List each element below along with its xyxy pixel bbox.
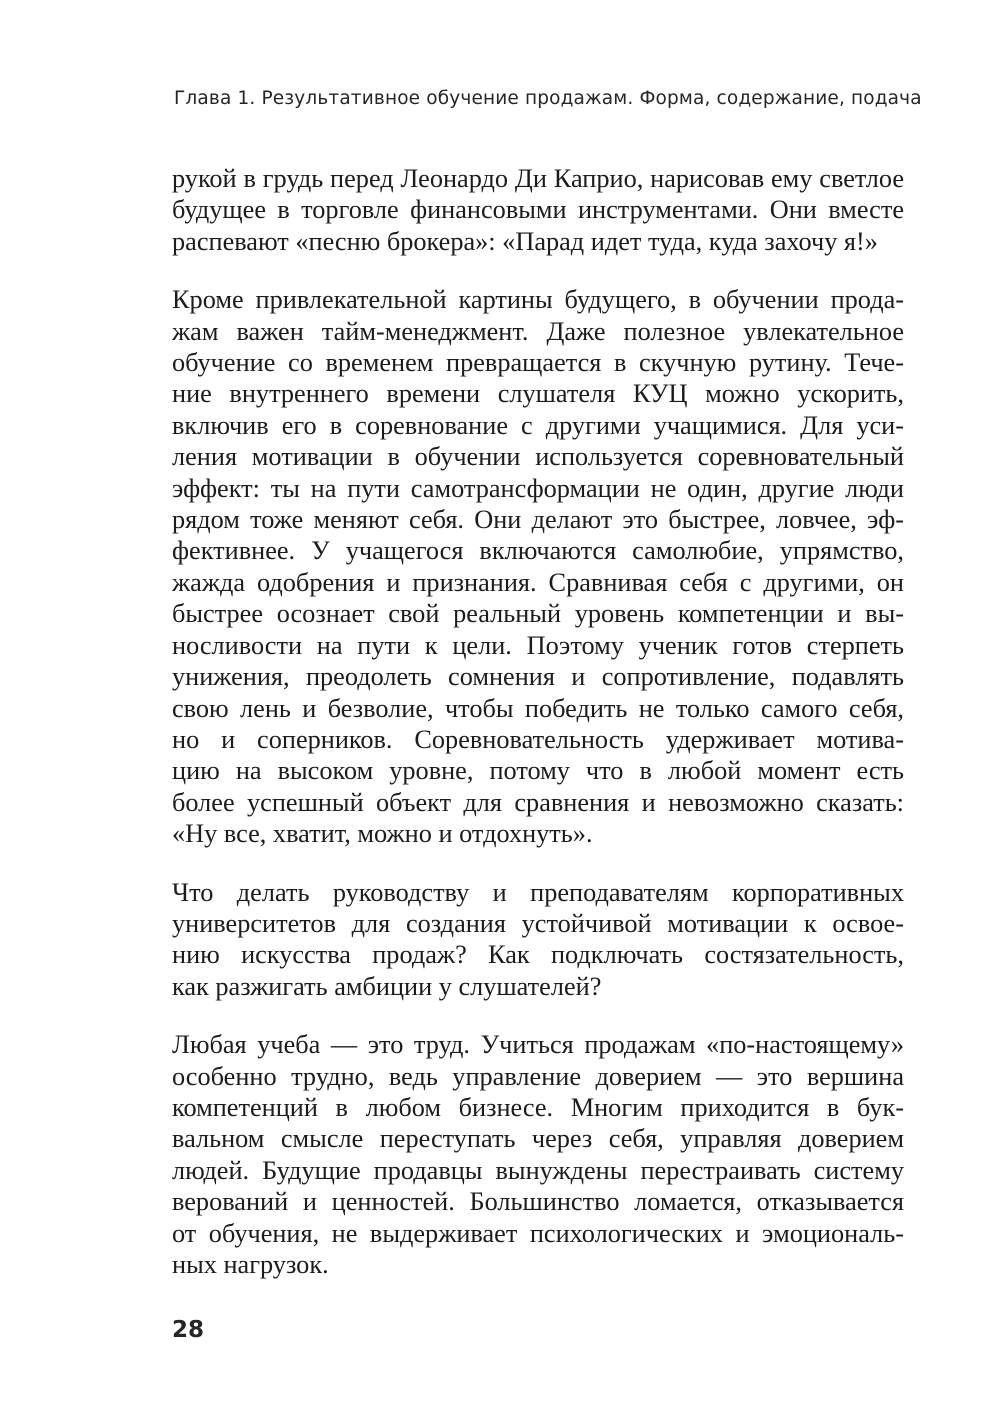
text-line: особенно трудно, ведь управление доверием — это вершина [172, 1061, 904, 1091]
text-line: ления мотивации в обучении используется соревновательный [172, 442, 904, 472]
text-line: вальном смысле переступать через себя, управляя доверием [172, 1124, 904, 1154]
text-line: но и соперников. Соревновательность удерживает мотива- [172, 724, 904, 754]
text-line: более успешный объект для сравнения и невозможно сказать: [172, 787, 904, 817]
text-line: распевают «песню брокера»: «Парад идет туда, куда захочу я!» [172, 226, 878, 256]
text-line: Любая учеба — это труд. Учиться продажам «по-настоящему» [172, 1030, 904, 1060]
paragraph [172, 163, 904, 257]
paragraph [172, 1029, 904, 1280]
text-line: рукой в грудь перед Леонардо Ди Каприо, нарисовав ему светлое [172, 164, 904, 193]
text-line: носливости на пути к цели. Поэтому ученик готов стерпеть [172, 630, 904, 660]
text-line: фективнее. У учащегося включаются самолюбие, упрямство, [172, 536, 904, 566]
text-line: свою лень и безволие, чтобы победить не только самого себя, [172, 693, 904, 723]
text-line: обучение со временем превращается в скучную рутину. Тече- [172, 348, 904, 378]
text-line: включив его в соревнование с другими учащимися. Для уси- [172, 410, 904, 440]
text-line: верований и ценностей. Большинство ломается, отказывается [172, 1187, 904, 1217]
body-text [172, 163, 904, 1307]
text-line: жажда одобрения и признания. Сравнивая себя с другими, он [172, 567, 904, 597]
text-line: «Ну все, хватит, можно и отдохнуть». [172, 819, 593, 849]
text-line: эффект: ты на пути самотрансформации не один, другие люди [172, 473, 904, 503]
running-header: Глава 1. Результативное обучение продажам. Форма, содержание, подача [174, 88, 922, 109]
text-line: людей. Будущие продавцы вынуждены перестраивать систему [172, 1155, 904, 1185]
text-line: рядом тоже меняют себя. Они делают это быстрее, ловчее, эф- [172, 505, 904, 535]
text-line: компетенций в любом бизнесе. Многим приходится в бук- [172, 1092, 904, 1122]
text-line: как разжигать амбиции у слушателей? [172, 971, 602, 1001]
text-line: ных нагрузок. [172, 1250, 329, 1279]
text-line: быстрее осознает свой реальный уровень компетенции и вы- [172, 599, 904, 629]
text-line: университетов для создания устойчивой мотивации к освое- [172, 908, 904, 938]
text-line: жам важен тайм-менеджмент. Даже полезное увлекательное [172, 316, 904, 346]
text-line: Кроме привлекательной картины будущего, в обучении прода- [172, 285, 904, 315]
text-line: цию на высоком уровне, потому что в любой момент есть [172, 756, 904, 786]
text-line: от обучения, не выдерживает психологических и эмоциональ- [172, 1218, 904, 1248]
text-line: Что делать руководству и преподавателям корпоративных [172, 877, 904, 907]
page-number: 28 [172, 1317, 205, 1343]
text-line: ние внутреннего времени слушателя КУЦ можно ускорить, [172, 379, 904, 409]
text-line: нию искусства продаж? Как подключать состязательность, [172, 940, 904, 970]
text-line: будущее в торговле финансовыми инструментами. Они вместе [172, 195, 904, 225]
paragraph [172, 877, 904, 1003]
paragraph [172, 284, 904, 849]
text-line: унижения, преодолеть сомнения и сопротивление, подавлять [172, 662, 904, 692]
